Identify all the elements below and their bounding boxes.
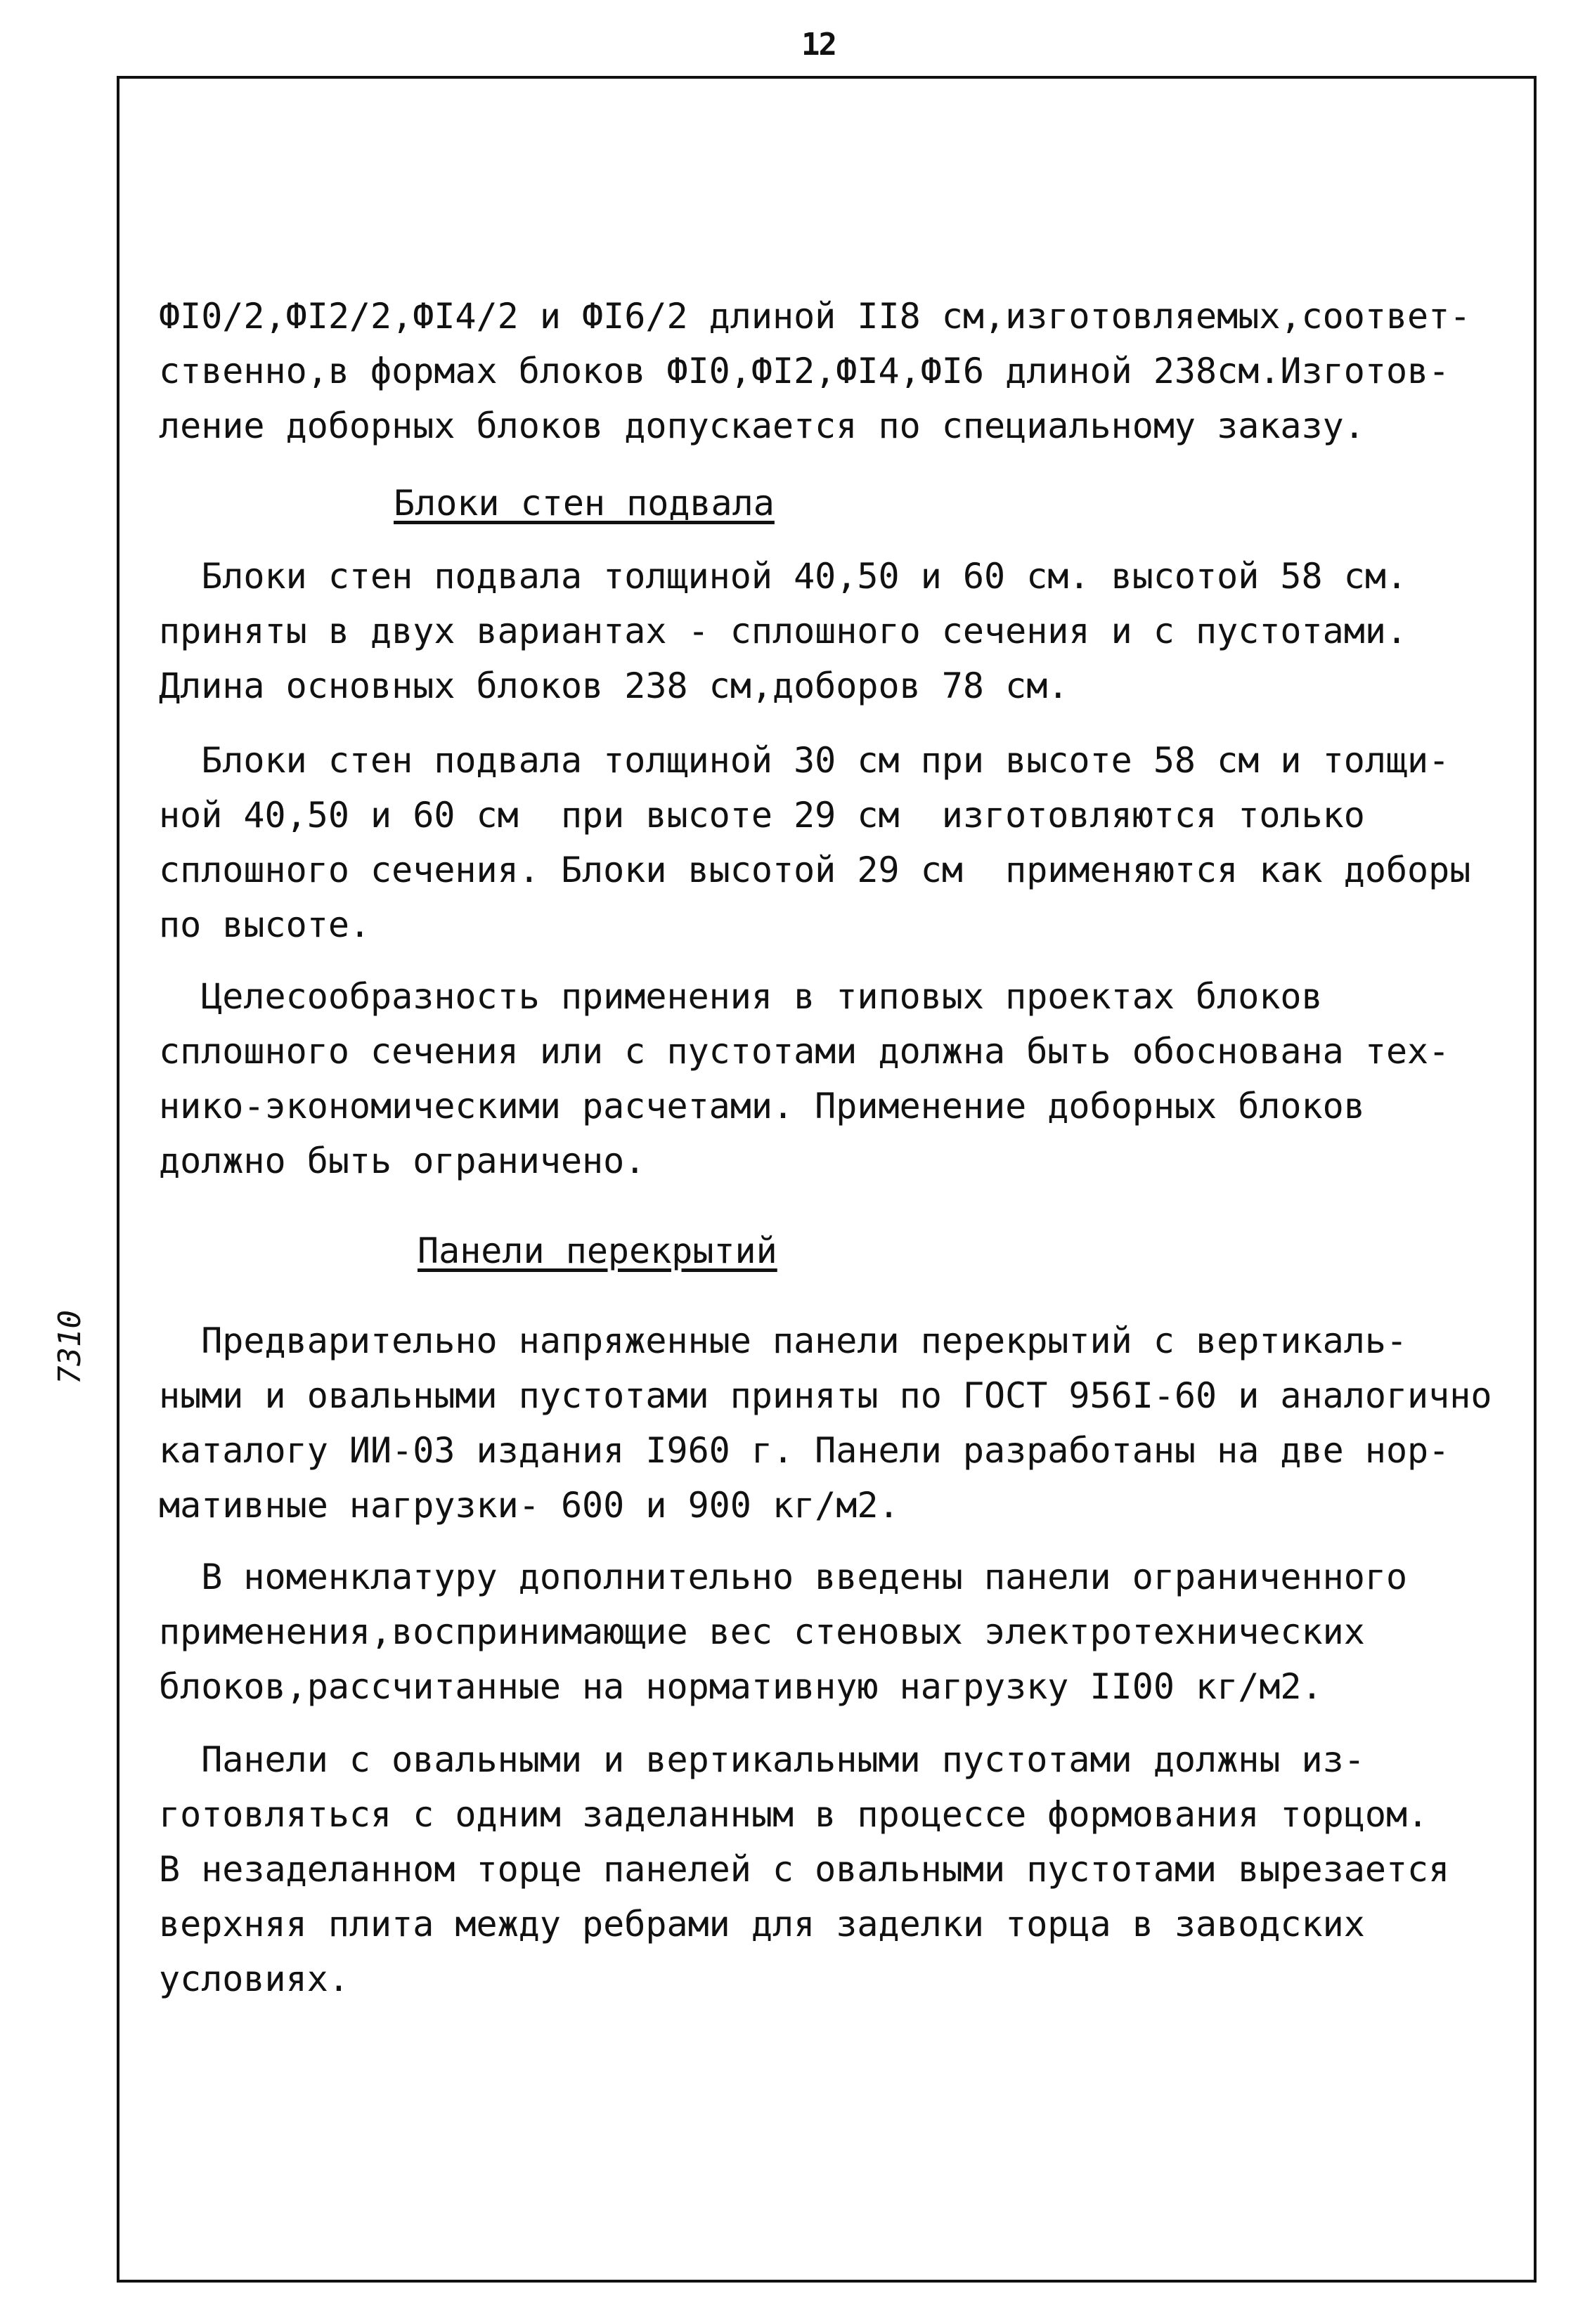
text-line: блоков,рассчитанные на нормативную нагрузку II00 кг/м2. — [159, 1666, 1323, 1707]
text-line: В номенклатуру дополнительно введены панели ограниченного — [159, 1557, 1408, 1597]
text-line: Блоки стен подвала толщиной 30 см при высоте 58 см и толщи- — [159, 740, 1450, 781]
text-line: Целесообразность применения в типовых проектах блоков — [159, 976, 1323, 1017]
section-heading: Панели перекрытий — [418, 1231, 777, 1271]
text-line: верхняя плита между ребрами для заделки торца в заводских — [159, 1904, 1365, 1945]
page-number: 12 — [801, 27, 836, 63]
text-line: ление доборных блоков допускается по специальному заказу. — [159, 405, 1365, 446]
text-line: Предварительно напряженные панели перекрытий с вертикаль- — [159, 1320, 1408, 1361]
section-heading: Блоки стен подвала — [394, 483, 775, 524]
text-line: ной 40,50 и 60 см при высоте 29 см изготовляются только — [159, 795, 1365, 836]
text-line: нико-экономическими расчетами. Применение доборных блоков — [159, 1086, 1365, 1127]
side-archive-number: 7310 — [52, 1310, 88, 1384]
text-line: мативные нагрузки- 600 и 900 кг/м2. — [159, 1485, 900, 1526]
text-line: каталогу ИИ-03 издания I960 г. Панели разработаны на две нор- — [159, 1430, 1450, 1471]
text-line: условиях. — [159, 1959, 349, 1999]
text-line: готовляться с одним заделанным в процессе формования торцом. — [159, 1794, 1429, 1835]
text-line: ными и овальными пустотами приняты по ГОСТ 956I-60 и аналогично — [159, 1375, 1492, 1416]
text-line: сплошного сечения. Блоки высотой 29 см применяются как доборы — [159, 850, 1471, 890]
text-line: ФI0/2,ФI2/2,ФI4/2 и ФI6/2 длиной II8 см,изготовляемых,соответ- — [159, 296, 1471, 337]
text-line: Панели с овальными и вертикальными пустотами должны из- — [159, 1739, 1365, 1780]
text-line: должно быть ограничено. — [159, 1141, 646, 1181]
text-line: применения,воспринимающие вес стеновых электротехнических — [159, 1611, 1365, 1652]
text-line: Блоки стен подвала толщиной 40,50 и 60 см. высотой 58 см. — [159, 556, 1408, 597]
text-line: Длина основных блоков 238 см,доборов 78 см. — [159, 666, 1069, 706]
text-line: ственно,в формах блоков ФI0,ФI2,ФI4,ФI6 длиной 238см.Изготов- — [159, 351, 1450, 391]
text-line: В незаделанном торце панелей с овальными пустотами вырезается — [159, 1849, 1450, 1890]
text-line: приняты в двух вариантах - сплошного сечения и с пустотами. — [159, 611, 1408, 651]
text-line: сплошного сечения или с пустотами должна быть обоснована тех- — [159, 1031, 1450, 1072]
text-line: по высоте. — [159, 904, 371, 945]
